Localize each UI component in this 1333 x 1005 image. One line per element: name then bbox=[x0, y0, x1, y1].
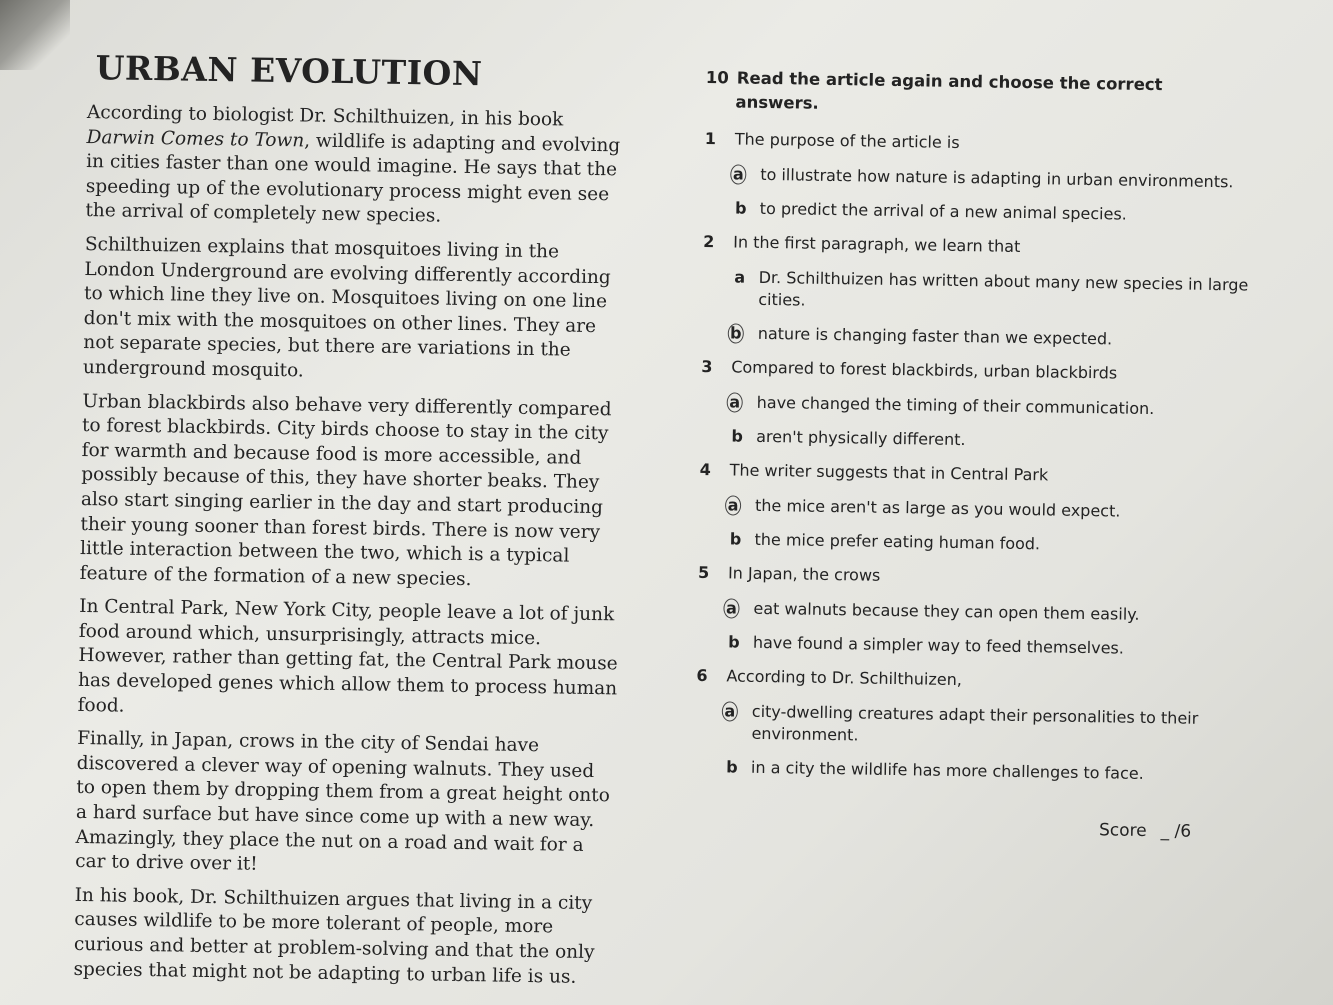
question-number: 6 bbox=[696, 665, 708, 686]
question-2 bbox=[703, 231, 1263, 262]
instruction-line-2: answers. bbox=[735, 92, 819, 113]
question-text: The writer suggests that in Central Park bbox=[729, 460, 1049, 485]
exercise-instruction bbox=[705, 66, 1266, 123]
question-number: 3 bbox=[701, 356, 713, 377]
article-paragraph-4: In Central Park, New York City, people leave a lot of junk food around which, unsurprisingly, attracts mice. However, rather than getting fat, the Central Park mouse has developed genes which allow them to process human food. bbox=[77, 596, 618, 717]
score-line bbox=[1099, 820, 1191, 841]
book-title: Darwin Comes to Town bbox=[86, 126, 305, 152]
option-letter: b bbox=[729, 529, 742, 549]
option-text: Dr. Schilthuizen has written about many new species in large cities. bbox=[758, 267, 1249, 310]
circled-option-letter: a bbox=[730, 164, 746, 184]
answer-option-1b[interactable] bbox=[704, 197, 1264, 228]
question-3 bbox=[701, 356, 1261, 387]
answer-option-6a[interactable] bbox=[695, 700, 1256, 753]
answer-option-5a[interactable] bbox=[697, 597, 1257, 628]
option-text: the mice prefer eating human food. bbox=[754, 529, 1041, 554]
option-letter: b bbox=[726, 757, 738, 777]
question-6 bbox=[696, 665, 1256, 696]
circled-option-letter: a bbox=[725, 495, 741, 515]
option-text: to illustrate how nature is adapting in urban environments. bbox=[760, 164, 1234, 192]
article-paragraph-3: Urban blackbirds also behave very differently compared to forest blackbirds. City birds choose to stay in the city for warmth and because food is more accessible, and possibly because of this, they have shorter beaks. They also start singing earlier in the day and start producing their young sooner than forest birds. There is now very little interaction between the two, which is a typical feature of the formation of a new species. bbox=[79, 390, 612, 590]
question-list bbox=[695, 128, 1265, 787]
question-number: 2 bbox=[703, 231, 715, 252]
option-letter: b bbox=[728, 632, 740, 652]
paragraph-1-rest: , wildlife is adapting and evolving in cities faster than one would imagine. He says that the speeding up of the evolutionary process might even see the arrival of completely new species. bbox=[85, 130, 621, 227]
option-letter: b bbox=[734, 198, 747, 218]
question-5 bbox=[698, 562, 1258, 593]
answer-option-6b[interactable] bbox=[695, 756, 1255, 787]
score-total: /6 bbox=[1174, 821, 1192, 842]
article-paragraph-5: Finally, in Japan, crows in the city of Sendai have discovered a clever way of opening walnuts. They used to open them by dropping them from a great height onto a hard surface but have since come up with a new way. Amazingly, they place the nut on a road and wait for a car to drive over it! bbox=[75, 728, 610, 875]
answer-option-2a[interactable] bbox=[702, 266, 1263, 319]
circled-option-letter: a bbox=[723, 598, 739, 618]
question-number: 5 bbox=[697, 562, 710, 583]
question-text: The purpose of the article is bbox=[734, 129, 960, 152]
article-paragraph-6: In his book, Dr. Schilthuizen argues that living in a city causes wildlife to be more tolerant of people, more curious and better at problem-solving and that the only species that might not be adapting to urban life is us. bbox=[73, 884, 595, 988]
question-text: In Japan, the crows bbox=[727, 563, 881, 585]
option-text: to predict the arrival of a new animal species. bbox=[759, 198, 1127, 224]
page-corner-shadow bbox=[0, 0, 70, 70]
score-blank: _ bbox=[1160, 821, 1170, 842]
question-1 bbox=[705, 128, 1265, 159]
question-4 bbox=[699, 459, 1259, 490]
score-label: Score bbox=[1098, 820, 1147, 842]
circled-option-letter: a bbox=[722, 701, 738, 721]
option-text: have found a simpler way to feed themselves. bbox=[752, 632, 1125, 658]
question-number: 1 bbox=[704, 128, 717, 149]
article bbox=[73, 48, 628, 1000]
option-text: the mice aren't as large as you would expect. bbox=[754, 495, 1121, 521]
option-text: eat walnuts because they can open them easily. bbox=[753, 598, 1140, 624]
option-letter: b bbox=[731, 426, 744, 446]
circled-option-letter: b bbox=[728, 323, 744, 343]
circled-option-letter: a bbox=[727, 392, 743, 412]
answer-option-4a[interactable] bbox=[699, 494, 1259, 525]
question-text: Compared to forest blackbirds, urban blackbirds bbox=[731, 357, 1118, 383]
question-text: According to Dr. Schilthuizen, bbox=[726, 666, 963, 690]
option-text: city-dwelling creatures adapt their personalities to their environment. bbox=[751, 701, 1199, 745]
paragraph-1-intro: According to biologist Dr. Schilthuizen, in his book bbox=[86, 101, 564, 131]
answer-option-2b[interactable] bbox=[702, 322, 1262, 353]
option-text: aren't physically different. bbox=[756, 426, 966, 450]
article-title: URBAN EVOLUTION bbox=[95, 48, 483, 94]
option-letter: a bbox=[734, 267, 746, 287]
option-text: in a city the wildlife has more challenges to face. bbox=[750, 757, 1144, 783]
answer-option-5b[interactable] bbox=[697, 631, 1257, 662]
comprehension-exercise bbox=[695, 66, 1266, 842]
instruction-line-1: Read the article again and choose the correct bbox=[736, 68, 1163, 95]
answer-option-4b[interactable] bbox=[698, 528, 1258, 559]
option-text: have changed the timing of their communication. bbox=[756, 392, 1155, 419]
question-number: 4 bbox=[699, 459, 711, 480]
exercise-number: 10 bbox=[705, 67, 729, 88]
answer-option-3a[interactable] bbox=[701, 391, 1261, 422]
article-paragraph-1 bbox=[85, 101, 627, 232]
question-text: In the first paragraph, we learn that bbox=[733, 232, 1021, 256]
answer-option-3b[interactable] bbox=[700, 425, 1260, 456]
option-text: nature is changing faster than we expected. bbox=[757, 323, 1113, 349]
article-paragraph-2: Schilthuizen explains that mosquitoes living in the London Underground are evolving differently according to which line they live on. Mosquitoes living on one line don't mix with the mosquitoes on other lines. They are not separate species, but there are variations in the underground mosquito. bbox=[82, 233, 611, 382]
answer-option-1a[interactable] bbox=[704, 163, 1264, 194]
